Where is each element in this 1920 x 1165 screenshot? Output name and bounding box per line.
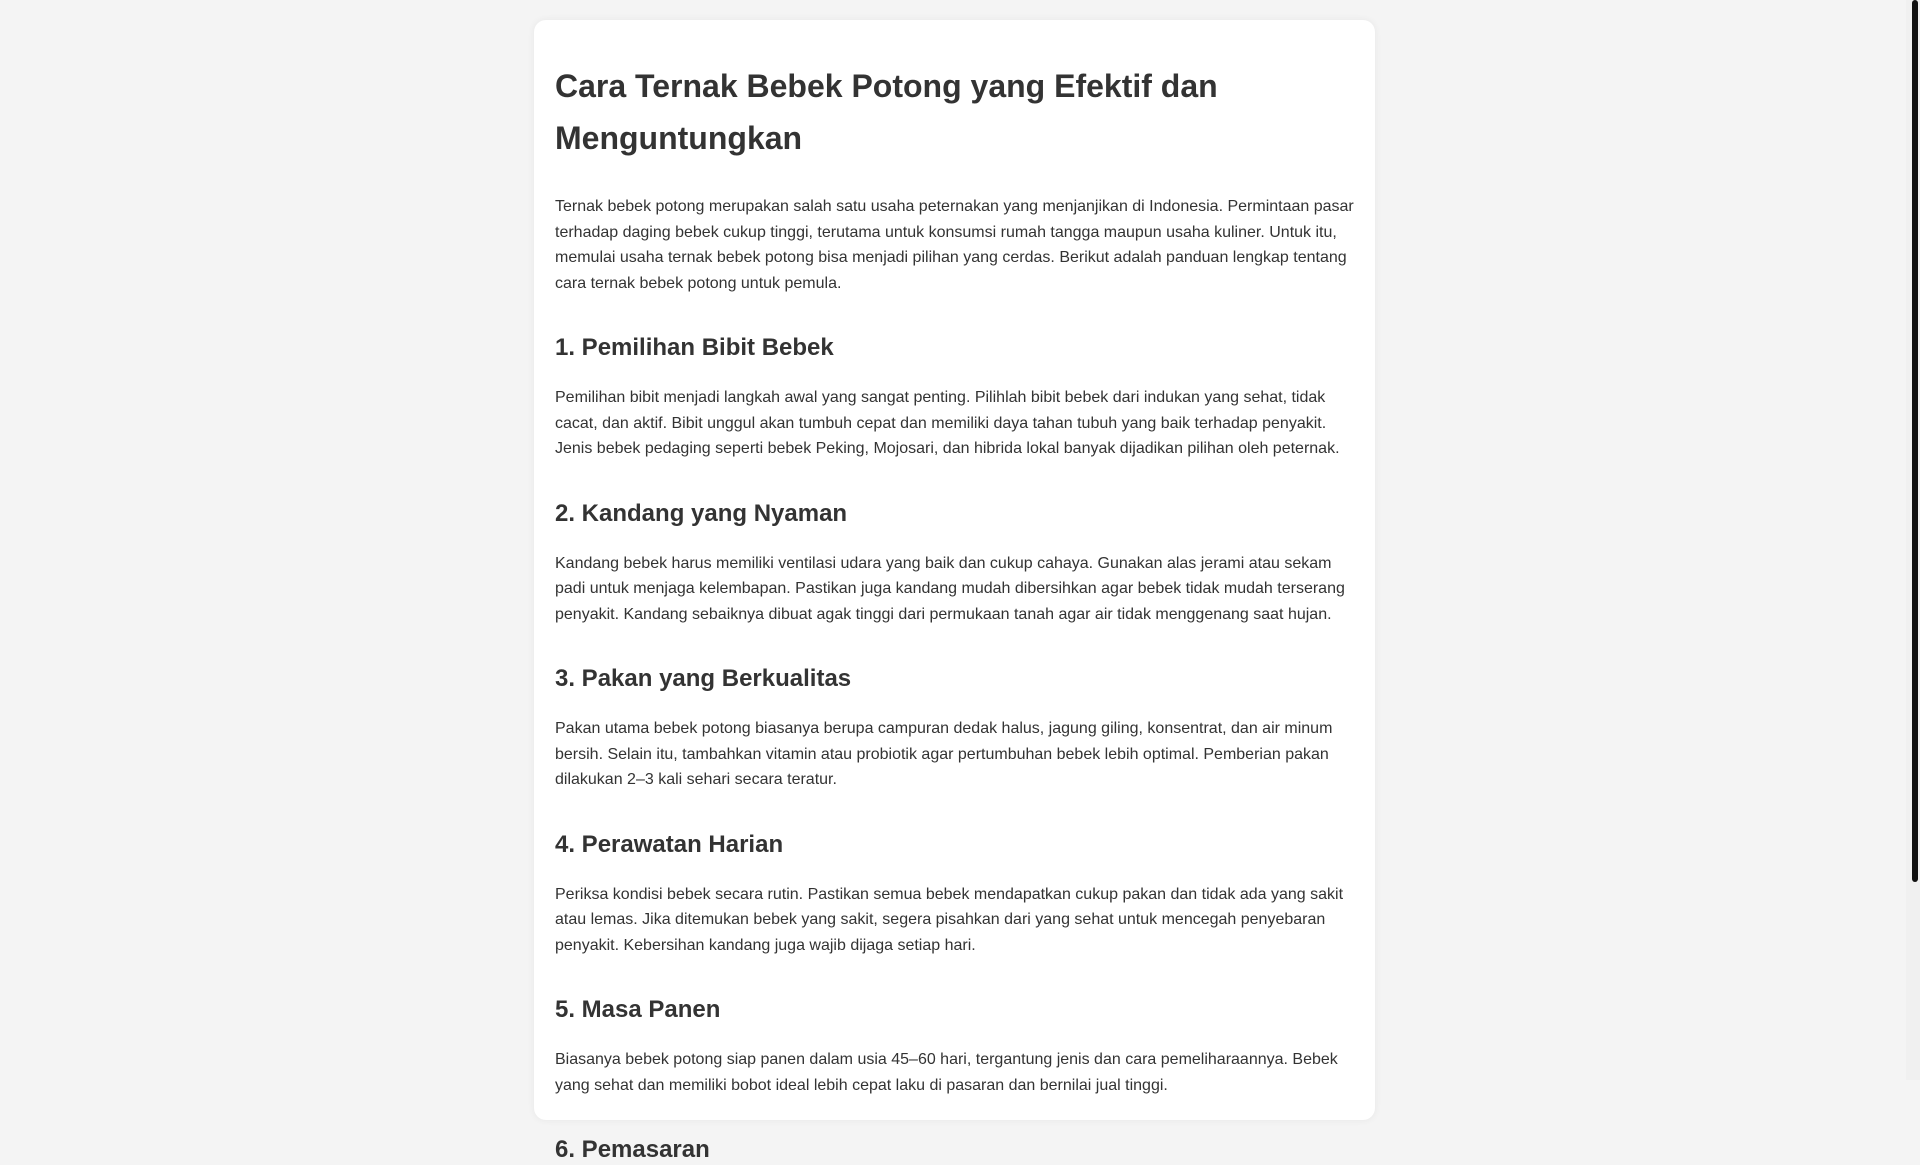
section-kandang (555, 499, 1355, 628)
section-pemasaran (555, 1135, 1355, 1165)
article-title: Cara Ternak Bebek Potong yang Efektif dan Menguntungkan (555, 68, 1218, 156)
scrollbar-thumb[interactable] (1912, 0, 1918, 882)
section-heading: 5. Masa Panen (555, 996, 721, 1023)
section-heading: 2. Kandang yang Nyaman (555, 499, 848, 527)
article-intro: Ternak bebek potong merupakan salah satu usaha peternakan yang menjanjikan di Indonesia. Permintaan pasar terhadap daging bebek cukup tinggi, terutama untuk konsumsi rumah tangga maupun usaha kuliner. Untuk itu, memulai usaha ternak bebek potong bisa menjadi pilihan yang cerdas. Berikut adalah panduan lengkap tentang cara ternak bebek potong untuk pemula. (555, 198, 1354, 292)
section-pemilihan-bibit (555, 333, 1355, 462)
section-heading: 3. Pakan yang Berkualitas (555, 665, 852, 692)
section-masa-panen (555, 995, 1355, 1098)
section-body: Kandang bebek harus memiliki ventilasi udara yang baik dan cukup cahaya. Gunakan alas jerami atau sekam padi untuk menjaga kelembapan. Pastikan juga kandang mudah dibersihkan agar bebek tidak mudah terserang penyakit. Kandang sebaiknya dibuat agak tinggi dari permukaan tanah agar air tidak menggenang saat hujan. (555, 554, 1345, 623)
section-heading: 4. Perawatan Harian (555, 830, 784, 858)
section-pakan (555, 664, 1355, 793)
section-perawatan (555, 830, 1355, 959)
section-body: Pemilihan bibit menjadi langkah awal yang sangat penting. Pilihlah bibit bebek dari indukan yang sehat, tidak cacat, dan aktif. Bibit unggul akan tumbuh cepat dan memiliki daya tahan tubuh yang baik terhadap penyakit. Jenis bebek pedaging seperti bebek Peking, Mojosari, dan hibrida lokal banyak dijadikan pilihan oleh peternak. (555, 389, 1340, 457)
section-heading: 6. Pemasaran (555, 1136, 710, 1163)
section-heading: 1. Pemilihan Bibit Bebek (555, 334, 834, 361)
section-body: Pakan utama bebek potong biasanya berupa campuran dedak halus, jagung giling, konsentrat, dan air minum bersih. Selain itu, tambahkan vitamin atau probiotik agar pertumbuhan bebek lebih optimal. Pemberian pakan dilakukan 2–3 kali sehari secara teratur. (555, 720, 1333, 788)
section-body: Biasanya bebek potong siap panen dalam usia 45–60 hari, tergantung jenis dan cara pemeliharaannya. Bebek yang sehat dan memiliki bobot ideal lebih cepat laku di pasaran dan bernilai jual tinggi. (555, 1051, 1338, 1094)
section-body: Periksa kondisi bebek secara rutin. Pastikan semua bebek mendapatkan cukup pakan dan tidak ada yang sakit atau lemas. Jika ditemukan bebek yang sakit, segera pisahkan dari yang sehat untuk mencegah penyebaran penyakit. Kebersihan kandang juga wajib dijaga setiap hari. (555, 885, 1344, 954)
article-card (534, 20, 1375, 1163)
